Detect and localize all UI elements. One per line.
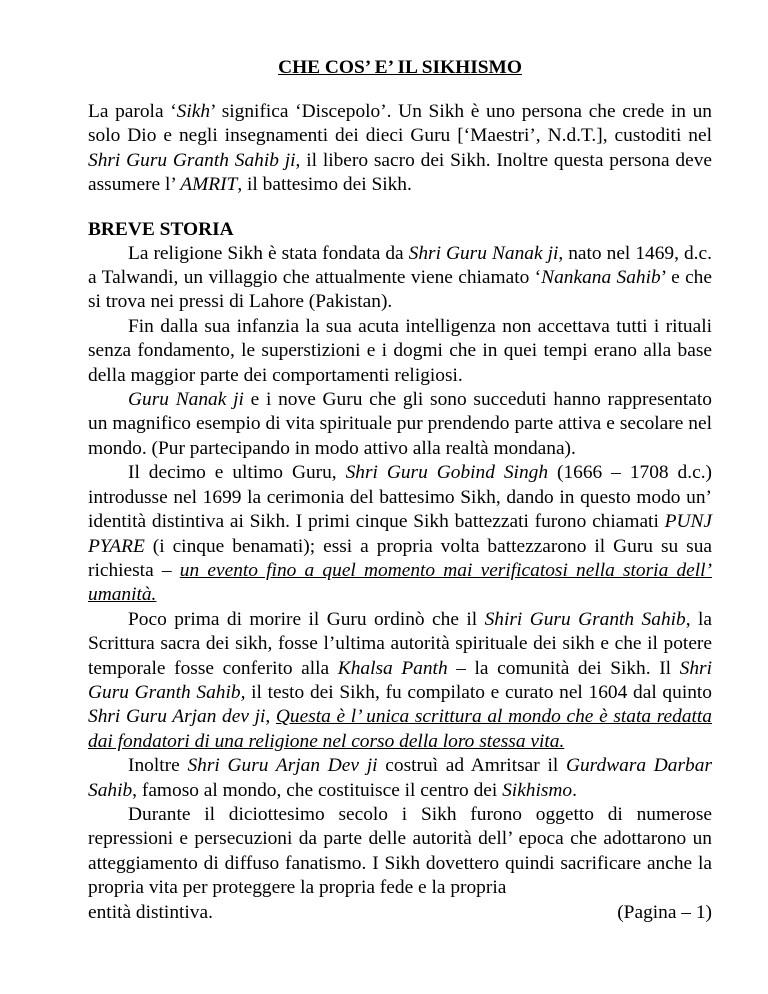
italic-term: Shri Guru Granth Sahib ji <box>88 149 296 171</box>
italic-term: Shri Guru Nanak ji <box>408 242 559 264</box>
intro-paragraph <box>88 100 712 198</box>
text: Inoltre <box>128 755 188 777</box>
italic-term: Nankana Sahib <box>541 267 661 289</box>
italic-term: Shiri Guru Granth Sahib <box>484 608 686 630</box>
text: , famoso al mondo, che costituisce il centro dei <box>132 779 503 801</box>
text: Poco prima di morire il Guru ordinò che il <box>128 608 485 630</box>
text: entità distintiva. <box>88 901 213 923</box>
text: La religione Sikh è stata fondata da <box>128 242 409 264</box>
text: ’ e che si trova nei pressi di Lahore (Pakistan). <box>88 267 712 313</box>
italic-term: Sikh <box>176 101 211 122</box>
page-title: CHE COS’ E’ IL SIKHISMO <box>278 57 522 78</box>
history-paragraph-1 <box>88 242 712 315</box>
history-paragraph-3 <box>88 388 712 461</box>
underlined-emphasis: Questa è l’ unica scrittura al mondo che è stata redatta dai fondatori di una religione nel corso della loro stessa vita. <box>88 706 713 752</box>
italic-term: Khalsa Panth <box>337 657 448 679</box>
text: Il decimo e ultimo Guru, <box>128 462 346 484</box>
history-paragraph-2 <box>88 315 712 388</box>
text: . <box>572 779 577 801</box>
text: e i nove Guru che gli sono succeduti hanno rappresentato un magnifico esempio di vita spirituale pur prendendo parte attiva e secolare nel mondo. (Pur partecipando in modo attivo alla realtà mondana). <box>88 389 712 459</box>
text: , la Scrittura sacra dei sikh, fosse l’ultima autorità spirituale dei sikh e che il potere temporale fosse conferito alla <box>88 608 713 679</box>
page-number: (Pagina – 1) <box>617 901 712 923</box>
italic-term: PUNJ PYARE <box>88 511 712 557</box>
italic-term: Shri Guru Gobind Singh <box>345 462 549 484</box>
text: , il libero sacro dei Sikh. Inoltre questa persona deve assumere l’ <box>88 149 712 196</box>
text: (i cinque benamati); essi a propria volta battezzarono il Guru su sua richiesta – <box>88 535 712 581</box>
text: – la comunità dei Sikh. Il <box>447 657 680 679</box>
text: Fin dalla sua infanzia la sua acuta intelligenza non accettava tutti i rituali senza fondamento, le superstizioni e i dogmi che in quei tempi erano alla base della maggior parte dei comportamenti religiosi. <box>88 315 712 386</box>
history-paragraph-7 <box>88 803 712 901</box>
final-line <box>88 901 712 925</box>
italic-term: Shri Guru Arjan Dev ji <box>187 755 378 777</box>
text: , nato nel 1469, d.c. a Talwandi, un villaggio che attualmente viene chiamato ‘ <box>88 242 712 289</box>
italic-term: AMRIT <box>180 174 238 196</box>
history-paragraph-5 <box>88 608 712 754</box>
text: La parola ‘ <box>88 101 177 122</box>
italic-term: Shri Guru Arjan dev ji <box>88 706 266 728</box>
italic-term: Gurdwara Darbar Sahib <box>88 755 712 801</box>
history-paragraph-6 <box>88 754 712 803</box>
text: ’ significa ‘Discepolo’. Un Sikh è uno persona che crede in un solo Dio e negli insegnamenti dei dieci Guru [‘Maestri’, N.d.T.], custoditi nel <box>88 101 712 147</box>
text: , il battesimo dei Sikh. <box>237 174 412 196</box>
history-paragraph-4 <box>88 461 712 607</box>
text: il testo dei Sikh, fu compilato e curato nel 1604 dal quinto <box>245 681 712 703</box>
italic-term: Guru Nanak ji <box>128 389 244 411</box>
text: Durante il diciottesimo secolo i Sikh furono oggetto di numerose repressioni e persecuzioni da parte delle autorità dell’ epoca che adottarono un atteggiamento di diffuso fanatismo. I Sikh dovettero quindi sacrificare anche la propria vita per proteggere la propria fede e la propria <box>88 803 712 899</box>
text: , <box>265 706 276 728</box>
italic-term: Sikhismo <box>502 779 573 801</box>
text: (1666 – 1708 d.c.) introdusse nel 1699 la cerimonia del battesimo Sikh, dando in questo modo un’ identità distintiva ai Sikh. I primi cinque Sikh battezzati furono chiamati <box>88 462 712 533</box>
document-page <box>88 56 712 925</box>
section-heading: BREVE STORIA <box>88 218 234 240</box>
italic-term: Shri Guru Granth Sahib, <box>88 657 712 703</box>
text: costruì ad Amritsar il <box>377 755 566 777</box>
underlined-emphasis: un evento fino a quel momento mai verificatosi nella storia dell’ umanità. <box>88 559 712 606</box>
